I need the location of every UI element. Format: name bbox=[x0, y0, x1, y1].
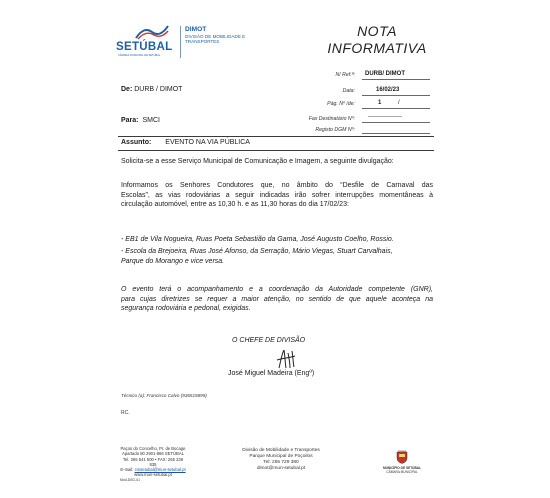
footer-left-email-label: E-mail: bbox=[120, 467, 135, 473]
footer-center bbox=[236, 448, 326, 472]
footer-right bbox=[378, 466, 426, 474]
logo-divider bbox=[180, 26, 181, 58]
intro-text: Solicita-se a esse Serviço Municipal de Comunicação e Imagem, a seguinte divulgação: bbox=[121, 158, 394, 165]
footer-left-line1: Paços do Concelho, Pr. de Bocage bbox=[120, 446, 186, 451]
footer-left-line2: Apartado 80 2901-866 SETÚBAL bbox=[122, 451, 184, 457]
handwritten-signature bbox=[273, 348, 301, 370]
paragraph-2-line1: O evento terá o acompanhamento e a coordenação da Autoridade competente (GNR), bbox=[121, 286, 433, 293]
subject-label: Assunto: bbox=[121, 139, 152, 146]
date-underline bbox=[362, 95, 430, 96]
paragraph-1-line3: circulação automóvel, entre as 10,30 h. e as 11,30 horas do dia 17/02/23: bbox=[121, 201, 349, 209]
page-underline bbox=[362, 108, 430, 109]
fax-value: ----------------- bbox=[368, 114, 402, 120]
footer-center-line3: Tel: 265 729 380 bbox=[263, 460, 299, 465]
to-value: SMCI bbox=[142, 117, 160, 124]
document-type bbox=[322, 23, 432, 57]
signature-title: O CHEFE DE DIVISÃO bbox=[232, 337, 306, 344]
footer-form-code: Mod-DSG-01 bbox=[120, 477, 140, 482]
from-value: DURB / DIMOT bbox=[134, 86, 183, 93]
fax-underline bbox=[362, 122, 430, 123]
rc-mark: RC. bbox=[121, 410, 130, 416]
paragraph-1 bbox=[121, 181, 433, 210]
logo-text: SETÚBAL bbox=[116, 41, 173, 53]
to-label: Para: bbox=[121, 117, 139, 124]
municipal-crest-icon bbox=[396, 450, 408, 464]
footer-center-line4: dimot@mun-setubal.pt bbox=[256, 466, 306, 471]
paragraph-1-line1: Informamos os Senhores Condutores que, no âmbito do “Desfile de Carnaval das bbox=[121, 182, 433, 189]
footer-right-line2: CÂMARA MUNICIPAL bbox=[386, 470, 418, 475]
bullet-2-line2: Parque do Morango e vice versa. bbox=[121, 257, 225, 265]
footer-left-line3: Tel. 265 541 500 • FAX: 265 236 835 bbox=[122, 456, 184, 467]
paragraph-1-line2: Escolas”, as vias rodoviárias a seguir indicadas irão sofrer interrupções momentâneas à bbox=[121, 191, 433, 199]
from-line bbox=[121, 86, 182, 93]
registo-label: Registo DGM Nº: bbox=[315, 127, 355, 133]
municipal-logo bbox=[116, 24, 296, 60]
technician-line: Técnico (a): Francisco Calvo (936515899) bbox=[121, 393, 207, 398]
fax-label: Fax Destinatário Nº: bbox=[308, 116, 355, 122]
ref-value: DURB/ DIMOT bbox=[365, 71, 405, 77]
from-label: De: bbox=[121, 86, 133, 93]
footer-center-line2: Parque Municipal de Poçoilos bbox=[249, 454, 313, 459]
footer-left-email-link[interactable]: cmsetubal@mun-setubal.pt bbox=[134, 467, 186, 473]
date-value: 16/02/23 bbox=[376, 87, 400, 93]
subject-bottom-rule bbox=[118, 150, 434, 151]
subject-value: EVENTO NA VIA PÚBLICA bbox=[165, 139, 250, 146]
setubal-logo-icon bbox=[134, 24, 170, 40]
subject-line bbox=[121, 139, 250, 146]
paragraph-2-line3: segurança rodoviária e pedonal, exigidas. bbox=[121, 305, 251, 313]
signatory-name: José Miguel Madeira (Engº) bbox=[228, 370, 315, 377]
subject-top-rule bbox=[118, 136, 434, 137]
registo-underline bbox=[362, 133, 430, 134]
date-label: Data: bbox=[342, 88, 355, 94]
footer-right-line1: MUNICÍPIO DE SETÚBAL bbox=[382, 466, 422, 470]
document-type-line1: NOTA bbox=[357, 23, 397, 39]
page-separator: / bbox=[398, 100, 400, 106]
bullet-2 bbox=[121, 247, 393, 266]
document-type-line2: INFORMATIVA bbox=[327, 40, 427, 56]
logo-subtitle: CÂMARA MUNICIPAL DE SETÚBAL bbox=[118, 54, 161, 57]
department-name: DIVISÃO DE MOBILIDADE E TRANSPORTES bbox=[185, 34, 246, 45]
paragraph-2-line2: para cujas diretrizes se requer a maior atenção, no sentido de que aquele aconteça na bbox=[121, 295, 433, 303]
paragraph-2 bbox=[121, 285, 433, 314]
footer-left bbox=[120, 446, 186, 483]
footer-center-line1: Divisão de Mobilidade e Transportes bbox=[242, 448, 320, 453]
bullet-2-line1: - Escola da Brejoeira, Ruas José Afonso, da Serração, Mário Viegas, Stuart Carvalhais, bbox=[121, 248, 393, 255]
page-label: Pág. Nº /de: bbox=[327, 101, 355, 107]
page-value: 1 bbox=[378, 100, 382, 106]
bullet-1: - EB1 de Vila Nogueira, Ruas Poeta Sebastião da Gama, José Augusto Coelho, Rossio. bbox=[121, 236, 394, 243]
department-code: DIMOT bbox=[185, 26, 207, 33]
footer-left-website: www.mun-setubal.pt bbox=[134, 472, 172, 478]
ref-underline bbox=[362, 79, 430, 80]
ref-label: N/ Ref.ª: bbox=[335, 72, 355, 78]
to-line bbox=[121, 117, 160, 124]
